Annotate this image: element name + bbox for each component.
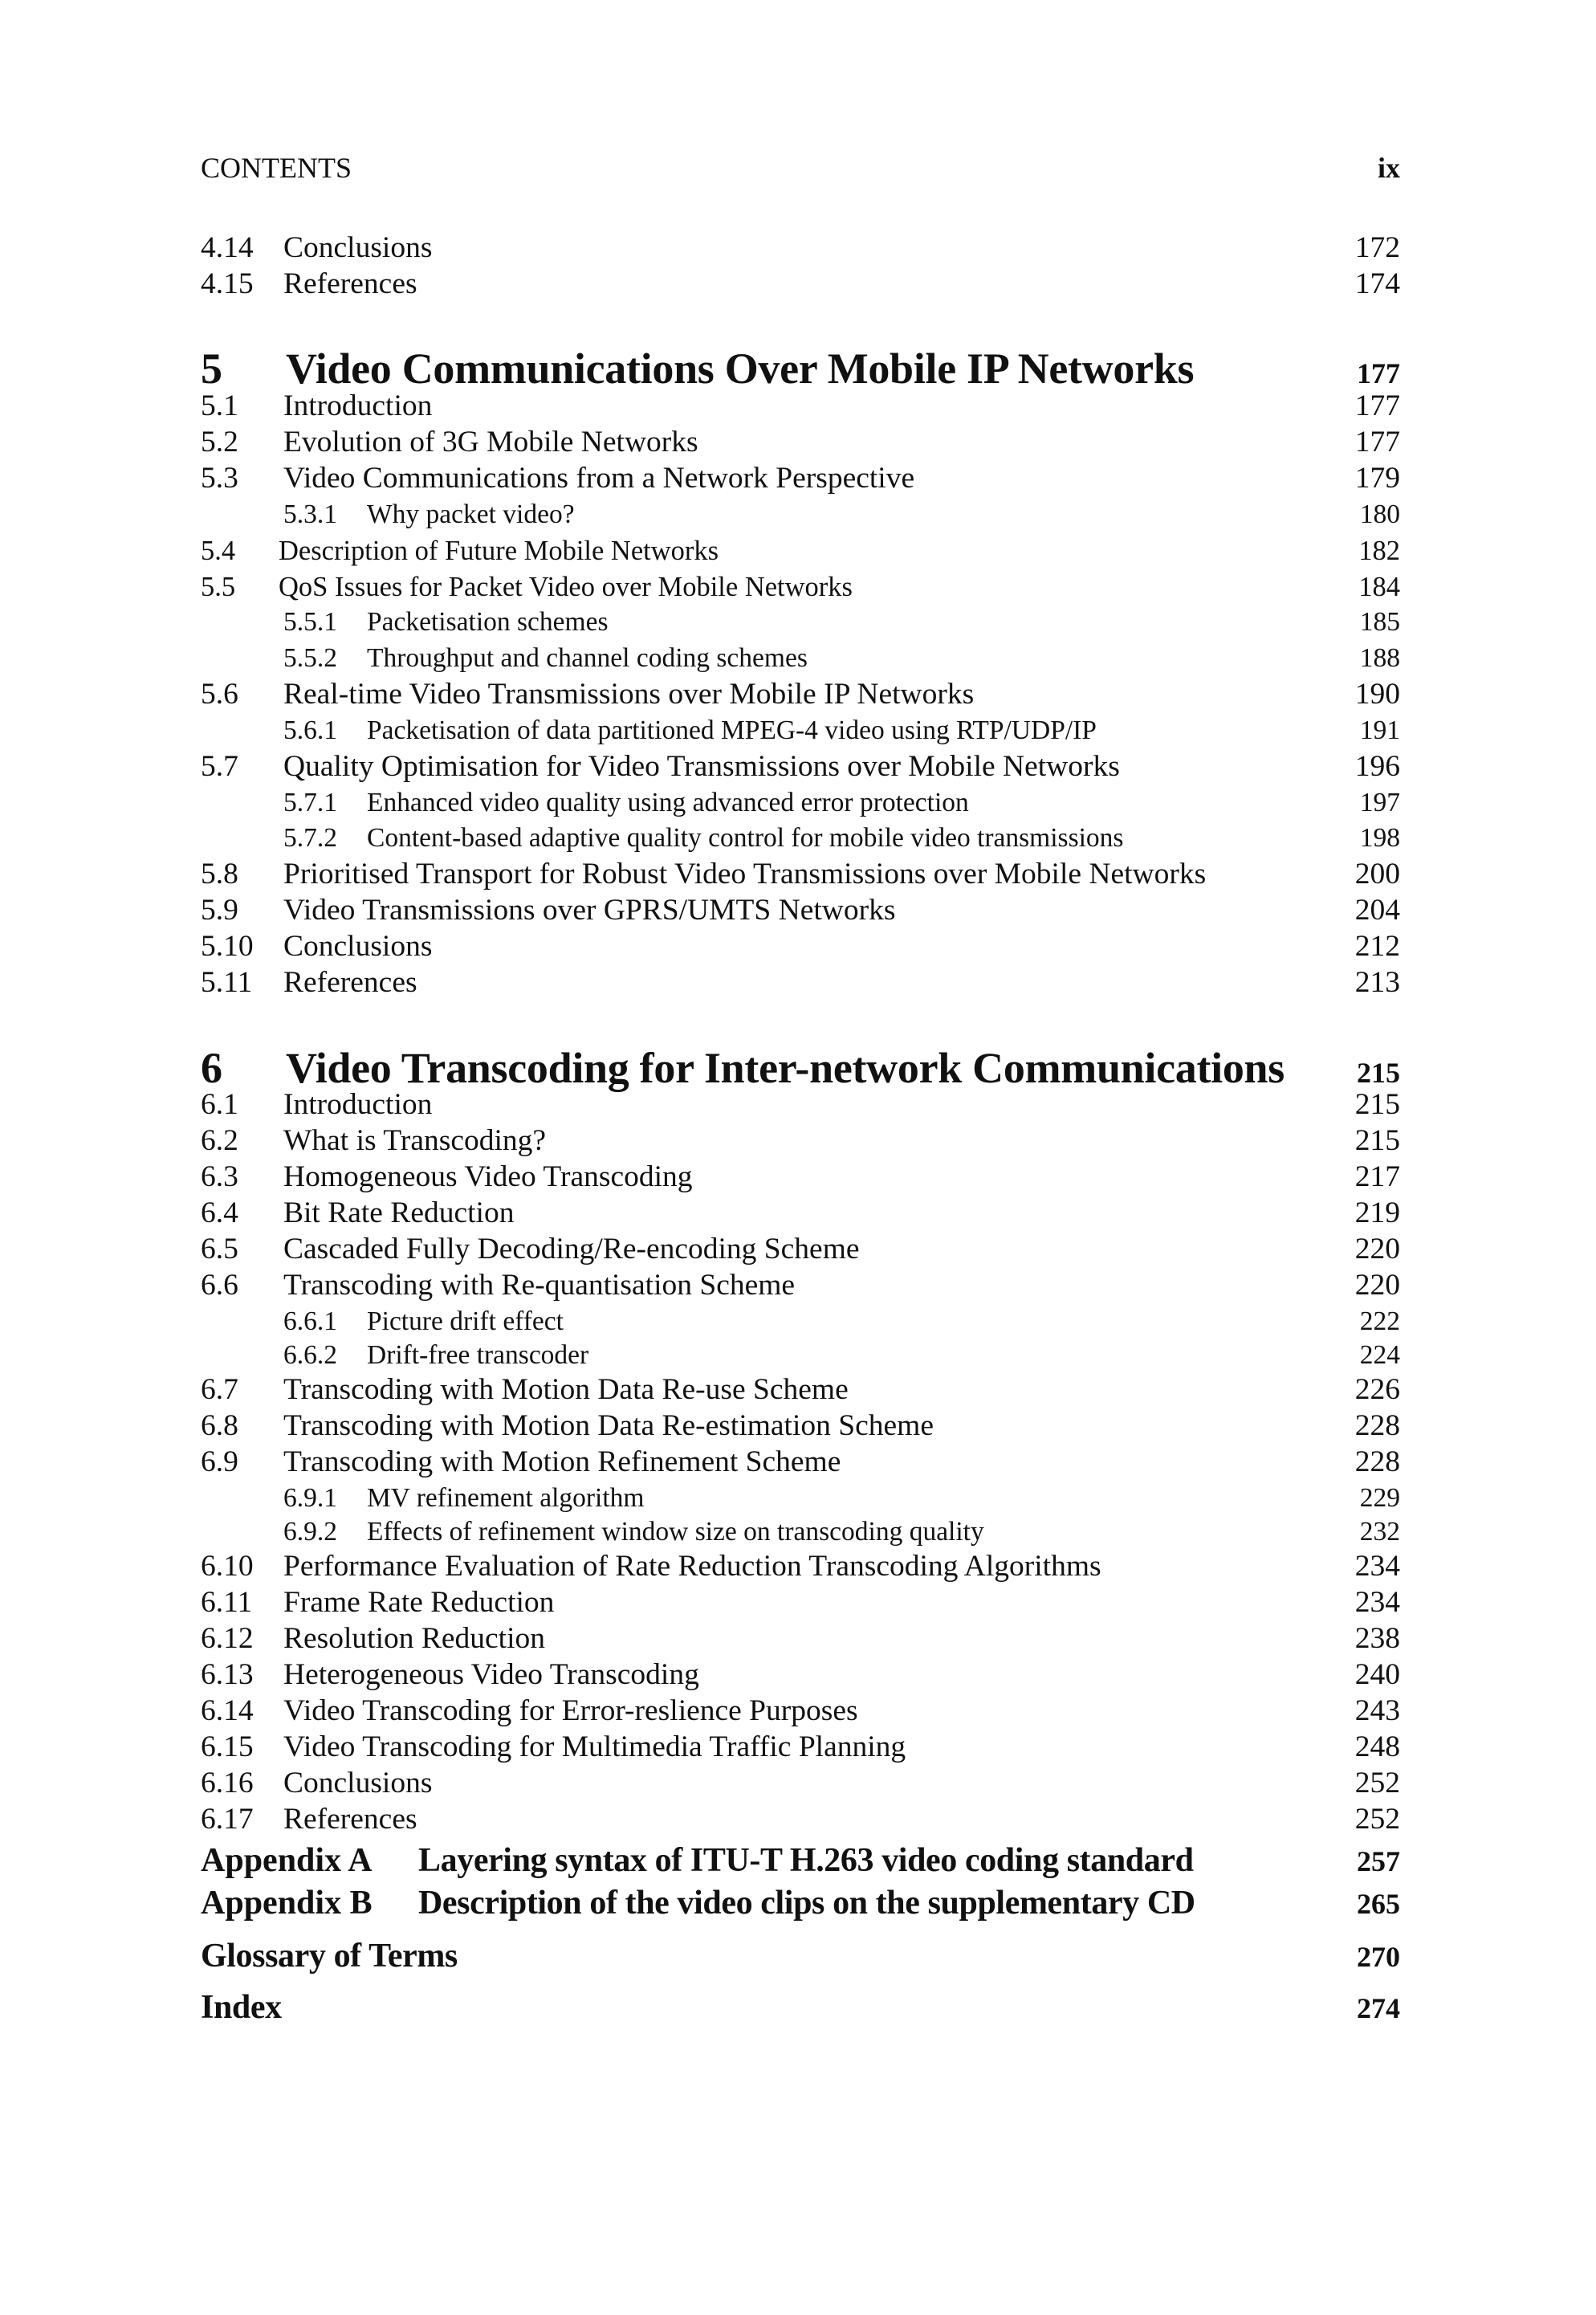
toc-entry-title: Introduction: [283, 389, 433, 422]
toc-entry-app[interactable]: [201, 1838, 1400, 1883]
toc-entry-page: 265: [1357, 1888, 1400, 1920]
toc-entry-title: Drift-free transcoder: [367, 1340, 589, 1370]
toc-entry-number: 6.6.2: [283, 1340, 337, 1370]
toc-entry-tight[interactable]: [201, 569, 1400, 605]
toc-entry-page: 220: [1354, 1233, 1400, 1266]
toc-entry-page: 257: [1357, 1845, 1400, 1877]
toc-entry-page: 190: [1354, 678, 1400, 711]
toc-entry-title: Frame Rate Reduction: [283, 1586, 555, 1619]
toc-entry-page: 252: [1354, 1767, 1400, 1799]
toc-entry-page: 191: [1359, 715, 1400, 745]
toc-entry-page: 172: [1354, 231, 1400, 264]
toc-entry-number: 5.8: [201, 858, 238, 891]
toc-entry-number: Appendix B: [201, 1885, 373, 1922]
toc-entry-title: MV refinement algorithm: [367, 1483, 645, 1513]
toc-entry-page: 224: [1359, 1340, 1400, 1370]
toc-entry-number: 5.10: [201, 930, 254, 963]
toc-entry-page: 188: [1359, 643, 1400, 673]
toc-entry-number: 5.2: [201, 426, 238, 459]
toc-entry-number: 5.7.1: [283, 788, 337, 817]
toc-entry-title: Description of the video clips on the supplementary CD: [418, 1885, 1195, 1922]
toc-entry-number: 6.2: [201, 1124, 238, 1157]
toc-entry-number: 5.7: [201, 750, 238, 783]
toc-entry-title: Conclusions: [283, 1767, 433, 1799]
toc-entry-sec[interactable]: [201, 893, 1400, 928]
toc-entry-number: 5: [201, 344, 222, 393]
toc-entry-sub[interactable]: [201, 1514, 1400, 1550]
toc-entry-number: 5.3: [201, 462, 238, 495]
toc-entry-title: Layering syntax of ITU-T H.263 video coding standard: [418, 1842, 1194, 1879]
toc-entry-title: Description of Future Mobile Networks: [279, 536, 719, 566]
toc-entry-title: Homogeneous Video Transcoding: [283, 1160, 693, 1193]
toc-entry-page: 229: [1359, 1483, 1400, 1513]
toc-entry-title: Packetisation of data partitioned MPEG-4 video using RTP/UDP/IP: [367, 715, 1097, 745]
toc-entry-sec[interactable]: [201, 461, 1400, 496]
toc-entry-page: 243: [1354, 1694, 1400, 1727]
toc-entry-number: 6.12: [201, 1622, 254, 1655]
toc-entry-chap[interactable]: [201, 343, 1400, 394]
toc-entry-sec[interactable]: [201, 1268, 1400, 1303]
toc-entry-page: 185: [1359, 607, 1400, 637]
toc-entry-title: Effects of refinement window size on transcoding quality: [367, 1517, 984, 1547]
toc-entry-title: Quality Optimisation for Video Transmissions over Mobile Networks: [283, 750, 1120, 783]
toc-entry-number: 6.10: [201, 1550, 254, 1583]
toc-entry-sec[interactable]: [201, 1766, 1400, 1801]
toc-entry-sub[interactable]: [201, 641, 1400, 676]
toc-entry-number: 5.3.1: [283, 499, 337, 529]
toc-entry-number: 6.4: [201, 1196, 238, 1229]
toc-entry-sec[interactable]: [201, 1549, 1400, 1584]
toc-entry-sec[interactable]: [201, 1232, 1400, 1267]
toc-entry-sec[interactable]: [201, 1372, 1400, 1408]
toc-entry-page: 238: [1354, 1622, 1400, 1655]
toc-entry-sub[interactable]: [201, 713, 1400, 748]
toc-entry-page: 200: [1354, 858, 1400, 891]
toc-entry-number: 5.9: [201, 894, 238, 927]
toc-entry-title: Transcoding with Motion Data Re-use Scheme: [283, 1373, 849, 1406]
toc-entry-title: Video Transmissions over GPRS/UMTS Networks: [283, 894, 896, 927]
toc-entry-title: Transcoding with Motion Refinement Scheme: [283, 1445, 841, 1478]
toc-entry-sub[interactable]: [201, 821, 1400, 856]
toc-entry-page: 226: [1354, 1373, 1400, 1406]
toc-entry-title: Conclusions: [283, 231, 433, 264]
toc-entry-number: 5.1: [201, 389, 238, 422]
toc-entry-page: 217: [1354, 1160, 1400, 1193]
running-header: [201, 151, 1400, 191]
toc-entry-title: Real-time Video Transmissions over Mobile IP Networks: [283, 678, 975, 711]
toc-entry-page: 177: [1354, 426, 1400, 459]
toc-entry-sec[interactable]: [201, 1445, 1400, 1480]
running-header-title: CONTENTS: [201, 152, 352, 184]
toc-entry-title: Heterogeneous Video Transcoding: [283, 1658, 699, 1691]
toc-entry-page: 177: [1357, 357, 1400, 389]
toc-entry-title: Throughput and channel coding schemes: [367, 643, 808, 673]
toc-entry-page: 228: [1354, 1409, 1400, 1442]
toc-entry-title: Video Transcoding for Error-reslience Purposes: [283, 1694, 858, 1727]
toc-entry-sec[interactable]: [201, 389, 1400, 424]
toc-entry-number: 6.1: [201, 1088, 238, 1121]
toc-entry-number: 6.7: [201, 1373, 238, 1406]
toc-entry-number: 6.11: [201, 1586, 253, 1619]
toc-entry-title: QoS Issues for Packet Video over Mobile Networks: [279, 572, 853, 602]
toc-entry-title: Video Transcoding for Multimedia Traffic Planning: [283, 1730, 906, 1763]
toc-entry-page: 222: [1359, 1306, 1400, 1336]
toc-entry-title: Glossary of Terms: [201, 1938, 458, 1975]
toc-entry-page: 215: [1354, 1088, 1400, 1121]
page-number: ix: [1377, 152, 1400, 184]
toc-entry-page: 219: [1354, 1196, 1400, 1229]
toc-entry-number: 6.9: [201, 1445, 238, 1478]
toc-entry-sec[interactable]: [201, 1196, 1400, 1231]
toc-entry-sec[interactable]: [201, 1693, 1400, 1729]
toc-entry-sub[interactable]: [201, 1338, 1400, 1373]
toc-entry-sec[interactable]: [201, 267, 1400, 302]
toc-entry-page: 220: [1354, 1269, 1400, 1302]
toc-entry-sec[interactable]: [201, 1160, 1400, 1195]
toc-entry-sec[interactable]: [201, 425, 1400, 460]
toc-entry-page: 212: [1354, 930, 1400, 963]
toc-entry-title: References: [283, 267, 417, 300]
toc-entry-title: Picture drift effect: [367, 1306, 564, 1336]
toc-entry-title: Video Communications Over Mobile IP Networks: [286, 344, 1195, 393]
toc-entry-number: 6.6.1: [283, 1306, 337, 1336]
toc-entry-sec[interactable]: [201, 965, 1400, 1001]
toc-entry-sec[interactable]: [201, 1123, 1400, 1159]
toc-entry-number: 4.15: [201, 267, 254, 300]
toc-entry-sec[interactable]: [201, 230, 1400, 266]
toc-entry-number: 6.9.2: [283, 1517, 337, 1547]
toc-entry-page: 180: [1359, 499, 1400, 529]
toc-entry-page: 215: [1354, 1124, 1400, 1157]
toc-entry-page: 204: [1354, 894, 1400, 927]
toc-entry-title: Bit Rate Reduction: [283, 1196, 515, 1229]
toc-entry-sub[interactable]: [201, 497, 1400, 532]
toc-entry-number: 6.16: [201, 1767, 254, 1799]
toc-entry-title: Why packet video?: [367, 499, 575, 529]
toc-entry-title: Transcoding with Re-quantisation Scheme: [283, 1269, 796, 1302]
toc-entry-page: 270: [1357, 1941, 1400, 1973]
toc-entry-page: 198: [1359, 823, 1400, 853]
toc-entry-sub[interactable]: [201, 605, 1400, 640]
toc-entry-number: 6.9.1: [283, 1483, 337, 1513]
toc-entry-sec[interactable]: [201, 1585, 1400, 1620]
toc-entry-page: 184: [1358, 572, 1400, 602]
toc-entry-page: 240: [1354, 1658, 1400, 1691]
toc-entry-title: Video Transcoding for Inter-network Communications: [286, 1044, 1285, 1092]
toc-entry-sub[interactable]: [201, 1481, 1400, 1516]
toc-entry-page: 197: [1359, 788, 1400, 817]
toc-entry-page: 234: [1354, 1586, 1400, 1619]
toc-entry-number: 5.7.2: [283, 823, 337, 853]
toc-entry-sec[interactable]: [201, 1802, 1400, 1837]
toc-entry-sec[interactable]: [201, 749, 1400, 785]
toc-entry-number: 6.8: [201, 1409, 238, 1442]
toc-entry-title: Performance Evaluation of Rate Reduction Transcoding Algorithms: [283, 1550, 1101, 1583]
toc-entry-sec[interactable]: [201, 677, 1400, 712]
toc-entry-page: 179: [1354, 462, 1400, 495]
toc-entry-title: Transcoding with Motion Data Re-estimation Scheme: [283, 1409, 934, 1442]
toc-entry-number: 4.14: [201, 231, 254, 264]
toc-entry-number: 5.5: [201, 572, 236, 602]
toc-entry-title: Introduction: [283, 1088, 433, 1121]
toc-entry-title: Packetisation schemes: [367, 607, 609, 637]
toc-entry-number: 5.6.1: [283, 715, 337, 745]
toc-entry-title: Cascaded Fully Decoding/Re-encoding Scheme: [283, 1233, 860, 1266]
toc-entry-page: 232: [1359, 1517, 1400, 1547]
toc-entry-number: 6.13: [201, 1658, 254, 1691]
toc-entry-title: References: [283, 1803, 417, 1836]
toc-entry-chap[interactable]: [201, 1042, 1400, 1094]
toc-entry-sub[interactable]: [201, 785, 1400, 821]
toc-entry-page: 177: [1354, 389, 1400, 422]
toc-entry-page: 274: [1357, 1992, 1400, 2024]
toc-entry-number: 5.5.2: [283, 643, 337, 673]
toc-entry-title: Resolution Reduction: [283, 1622, 546, 1655]
toc-entry-sec[interactable]: [201, 1087, 1400, 1123]
toc-entry-sec[interactable]: [201, 1730, 1400, 1765]
toc-entry-number: Appendix A: [201, 1842, 373, 1879]
toc-entry-title: Video Communications from a Network Perspective: [283, 462, 915, 495]
toc-entry-title: Evolution of 3G Mobile Networks: [283, 426, 698, 459]
toc-entry-number: 6: [201, 1044, 222, 1092]
toc-entry-sec[interactable]: [201, 1621, 1400, 1657]
toc-entry-page: 215: [1357, 1057, 1400, 1089]
toc-entry-title: References: [283, 966, 417, 999]
toc-entry-number: 5.5.1: [283, 607, 337, 637]
toc-entry-title: Conclusions: [283, 930, 433, 963]
toc-entry-sec[interactable]: [201, 857, 1400, 892]
toc-entry-sub[interactable]: [201, 1304, 1400, 1339]
toc-entry-page: 182: [1358, 536, 1400, 566]
toc-entry-number: 5.6: [201, 678, 238, 711]
toc-entry-title: Index: [201, 1989, 282, 2026]
toc-entry-page: 174: [1354, 267, 1400, 300]
toc-entry-app[interactable]: [201, 1934, 1400, 1979]
toc-entry-page: 213: [1354, 966, 1400, 999]
toc-entry-page: 228: [1354, 1445, 1400, 1478]
toc-entry-page: 252: [1354, 1803, 1400, 1836]
toc-entry-number: 6.5: [201, 1233, 238, 1266]
toc-entry-sec[interactable]: [201, 929, 1400, 964]
toc-entry-number: 5.4: [201, 536, 236, 566]
toc-entry-title: What is Transcoding?: [283, 1124, 547, 1157]
toc-entry-number: 6.14: [201, 1694, 254, 1727]
toc-entry-number: 6.6: [201, 1269, 238, 1302]
toc-entry-page: 248: [1354, 1730, 1400, 1763]
toc-entry-title: Content-based adaptive quality control for mobile video transmissions: [367, 823, 1124, 853]
toc-entry-number: 6.15: [201, 1730, 254, 1763]
toc-entry-sec[interactable]: [201, 1657, 1400, 1693]
toc-entry-page: 196: [1354, 750, 1400, 783]
toc-entry-tight[interactable]: [201, 533, 1400, 569]
toc-entry-number: 6.3: [201, 1160, 238, 1193]
toc-entry-page: 234: [1354, 1550, 1400, 1583]
toc-entry-number: 5.11: [201, 966, 253, 999]
toc-entry-app[interactable]: [201, 1881, 1400, 1926]
toc-entry-title: Prioritised Transport for Robust Video Transmissions over Mobile Networks: [283, 858, 1207, 891]
toc-entry-title: Enhanced video quality using advanced error protection: [367, 788, 969, 817]
toc-entry-app[interactable]: [201, 1985, 1400, 2030]
toc-entry-number: 6.17: [201, 1803, 254, 1836]
toc-entry-sec[interactable]: [201, 1408, 1400, 1444]
